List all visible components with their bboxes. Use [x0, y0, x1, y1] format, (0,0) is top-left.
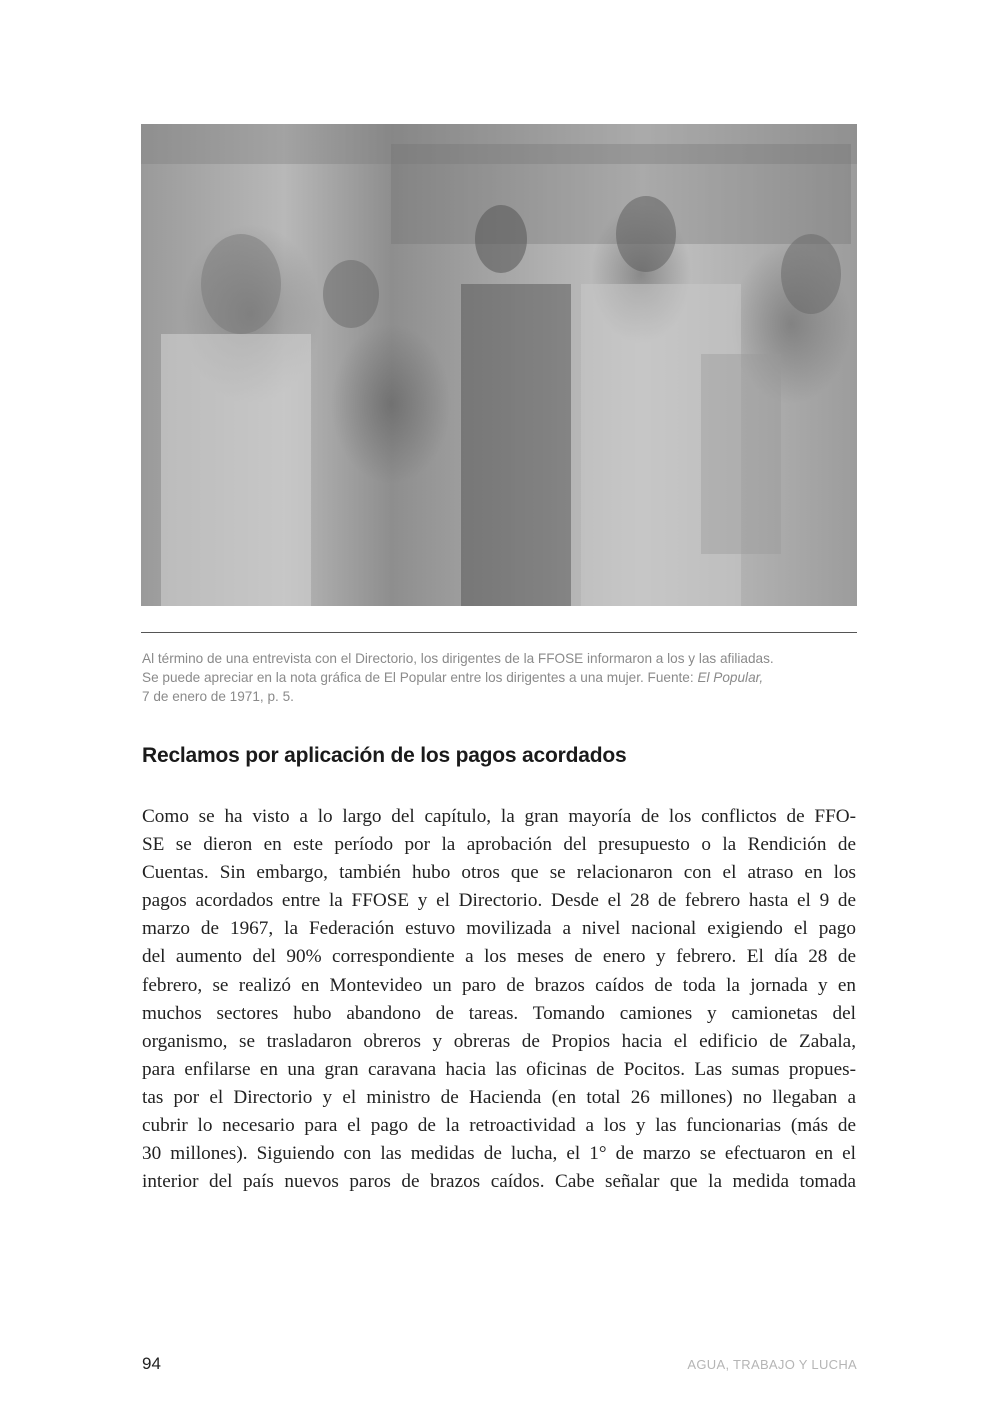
text-line: tas por el Directorio y el ministro de Hacienda (en total 26 millones) no llegaban a [142, 1086, 856, 1108]
caption-line [142, 668, 862, 687]
figure-caption [142, 649, 862, 706]
caption-source: El Popular, [697, 670, 764, 685]
page-number: 94 [142, 1354, 161, 1373]
text-line: del aumento del 90% correspondiente a los meses de enero y febrero. El día 28 de [142, 946, 856, 968]
running-head: AGUA, TRABAJO Y LUCHA [687, 1357, 857, 1372]
text-line: Cuentas. Sin embargo, también hubo otros que se relacionaron con el atraso en los [142, 862, 856, 884]
text-line: interior del país nuevos paros de brazos caídos. Cabe señalar que la medida tomada [142, 1171, 856, 1193]
caption-line: 7 de enero de 1971, p. 5. [142, 689, 294, 704]
text-line: organismo, se trasladaron obreros y obreras de Propios hacia el edificio de Zabala, [142, 1030, 856, 1052]
text-line: cubrir lo necesario para el pago de la retroactividad a los y las funcionarias (más de [142, 1115, 856, 1137]
caption-text: Se puede apreciar en la nota gráfica de El Popular entre los dirigentes a una mujer. Fuente: [142, 670, 698, 685]
text-line: muchos sectores hubo abandono de tareas. Tomando camiones y camionetas del [142, 1002, 856, 1024]
text-line: para enfilarse en una gran caravana hacia las oficinas de Pocitos. Las sumas propues- [142, 1058, 856, 1080]
newspaper-photo [141, 124, 857, 606]
body-text [142, 803, 856, 1196]
photo-figures [141, 124, 857, 606]
caption-divider [141, 632, 857, 633]
text-line: Como se ha visto a lo largo del capítulo, la gran mayoría de los conflictos de FFO- [142, 806, 856, 827]
text-line: 30 millones). Siguiendo con las medidas de lucha, el 1° de marzo se efectuaron en el [142, 1143, 856, 1165]
caption-line: Al término de una entrevista con el Directorio, los dirigentes de la FFOSE informaron a los y las afiliadas. [142, 651, 774, 666]
section-heading: Reclamos por aplicación de los pagos acordados [142, 744, 627, 767]
text-line: febrero, se realizó en Montevideo un paro de brazos caídos de toda la jornada y en [142, 974, 856, 996]
text-line: pagos acordados entre la FFOSE y el Directorio. Desde el 28 de febrero hasta el 9 de [142, 890, 856, 912]
text-line: marzo de 1967, la Federación estuvo movilizada a nivel nacional exigiendo el pago [142, 918, 856, 940]
text-line: SE se dieron en este período por la aprobación del presupuesto o la Rendición de [142, 834, 856, 856]
